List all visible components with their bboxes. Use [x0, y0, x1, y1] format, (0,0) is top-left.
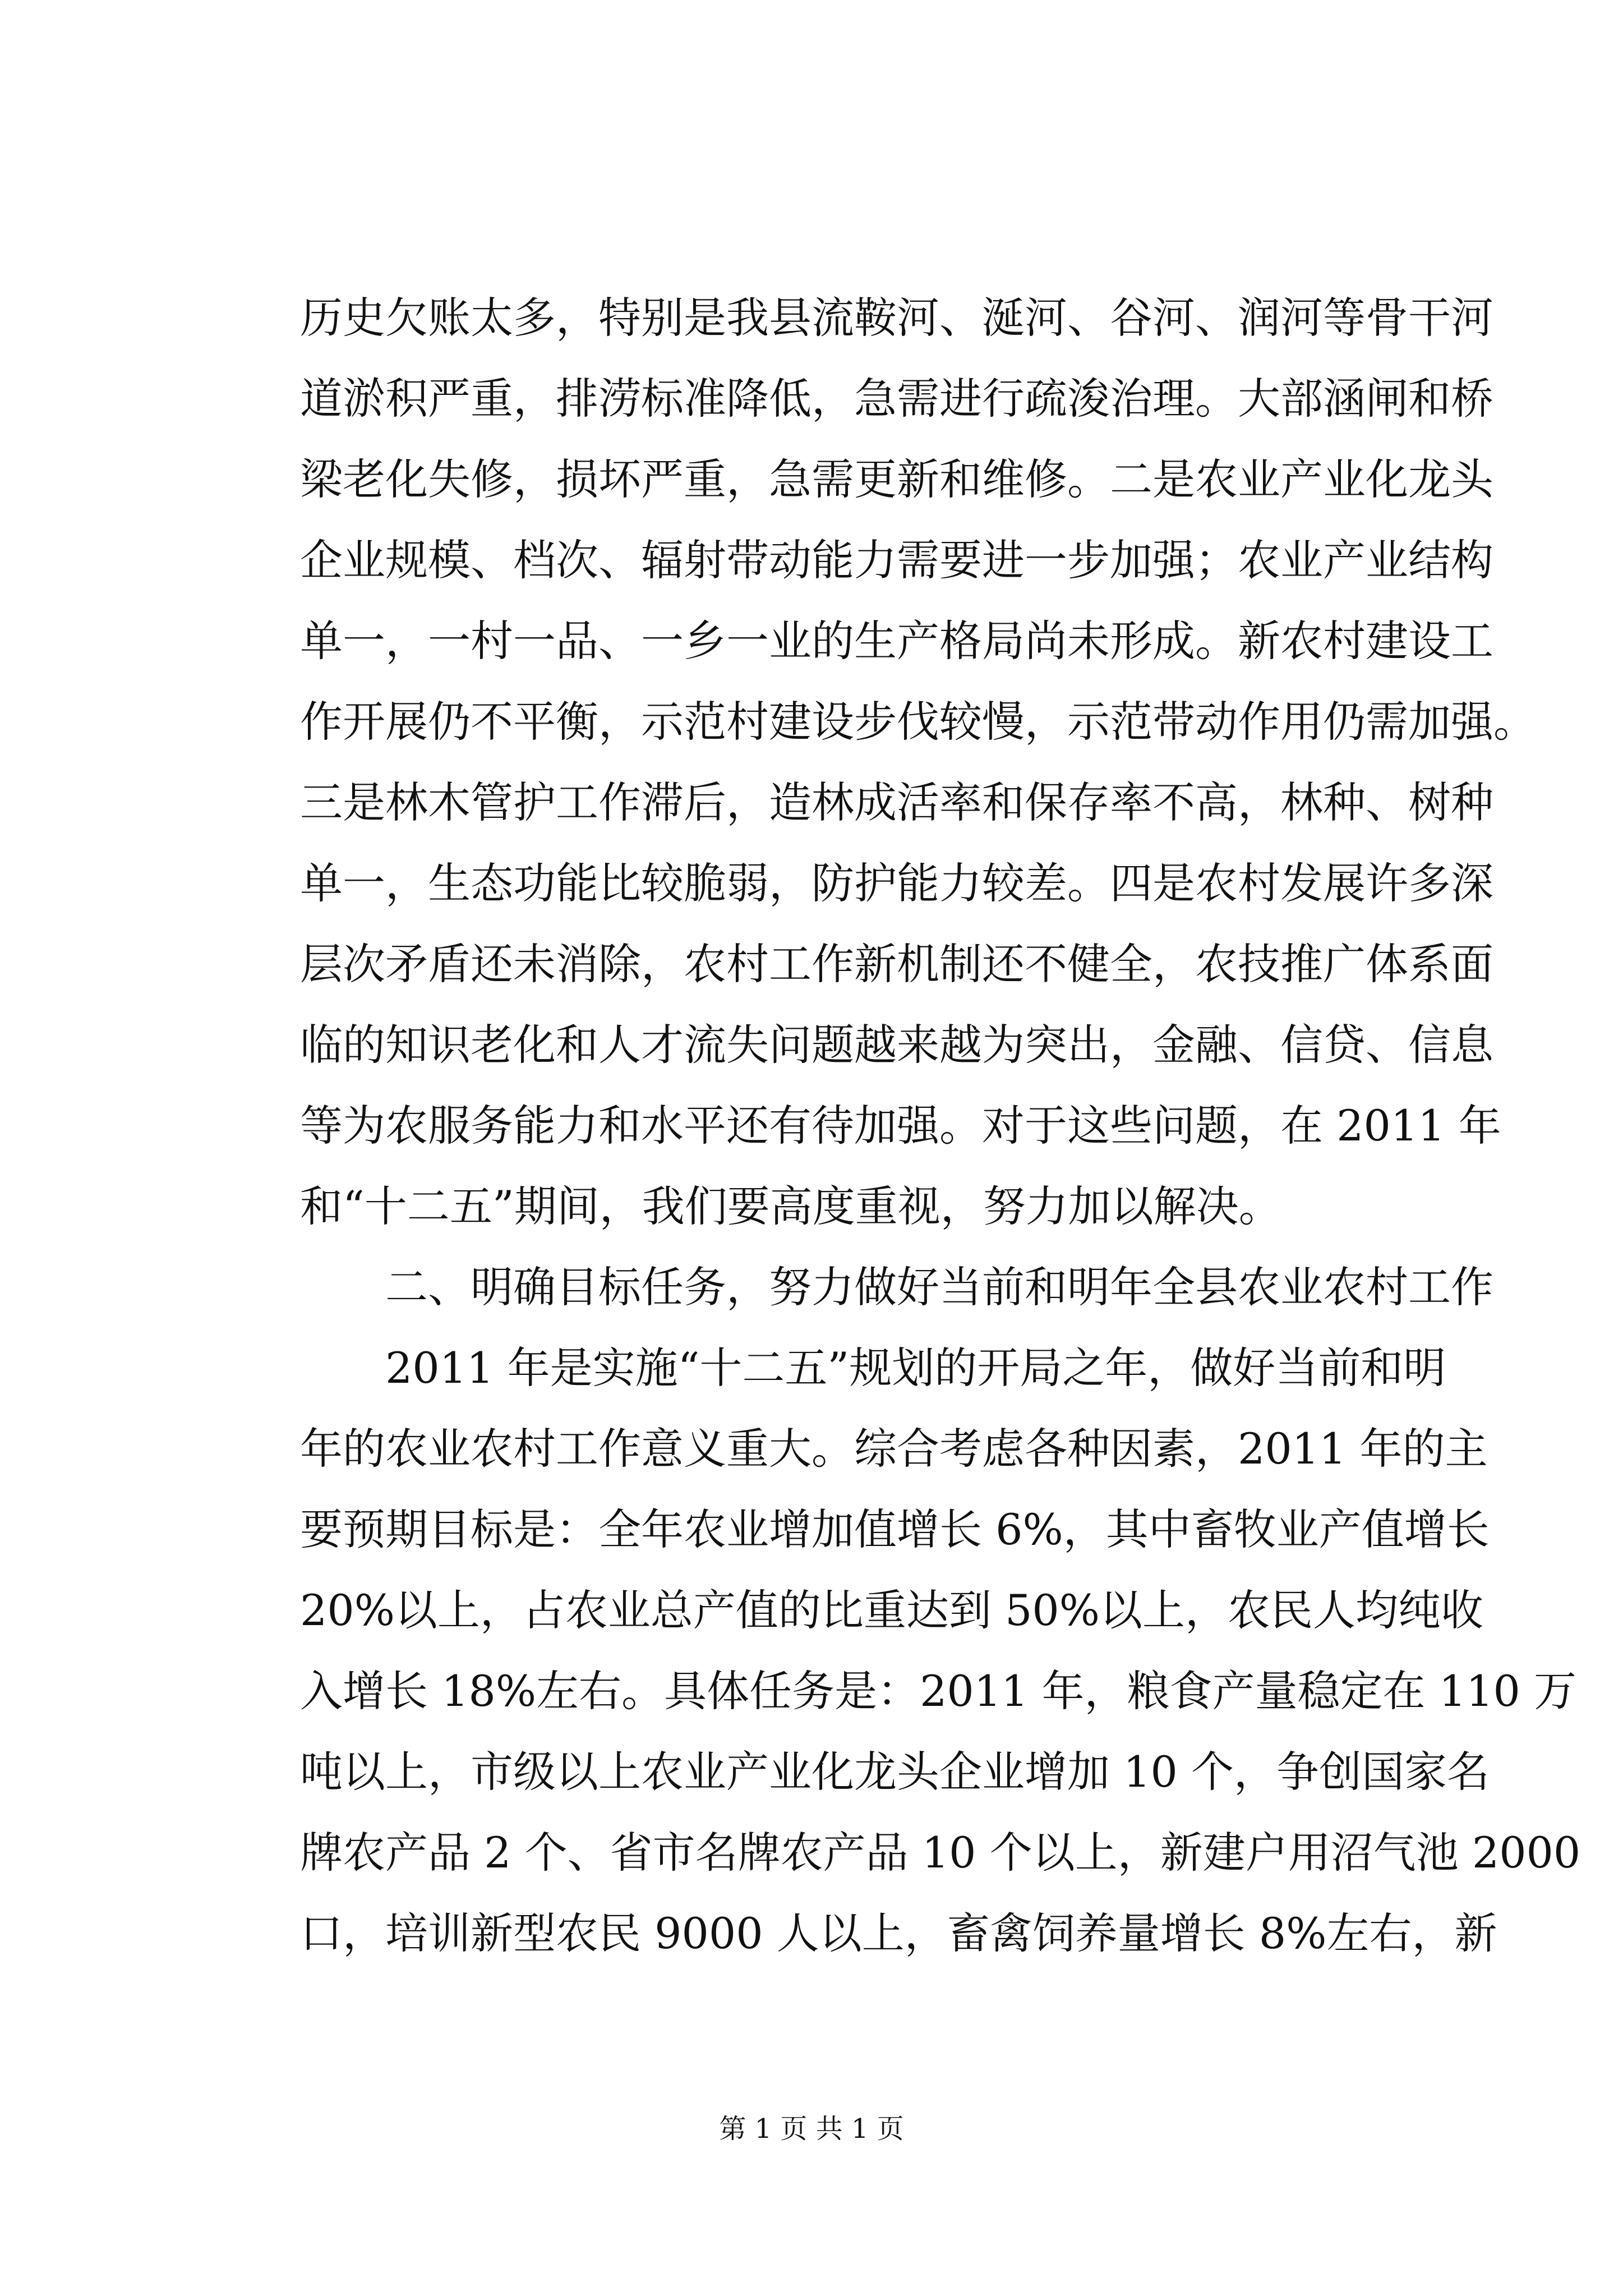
- section-heading: 二、明确目标任务，努力做好当前和明年全县农业农村工作: [300, 1262, 1493, 1312]
- text-line: 单一，生态功能比较脆弱，防护能力较差。四是农村发展许多深: [300, 858, 1493, 908]
- page-number-footer: 第 1 页 共 1 页: [719, 2113, 904, 2145]
- text-line: 等为农服务能力和水平还有待加强。对于这些问题，在 2011 年: [300, 1101, 1501, 1151]
- text-line: 企业规模、档次、辐射带动能力需要进一步加强；农业产业结构: [300, 535, 1493, 585]
- text-line: 20%以上，占农业总产值的比重达到 50%以上，农民人均纯收: [300, 1585, 1484, 1635]
- text-line: 吨以上，市级以上农业产业化龙头企业增加 10 个，争创国家名: [300, 1747, 1490, 1797]
- text-line: 2011 年是实施“十二五”规划的开局之年，做好当前和明: [300, 1343, 1446, 1393]
- text-line: 梁老化失修，损坏严重，急需更新和维修。二是农业产业化龙头: [300, 454, 1493, 504]
- document-body: [300, 278, 1581, 1974]
- text-line: 历史欠账太多，特别是我县流鞍河、涎河、谷河、润河等骨干河: [300, 293, 1493, 343]
- text-line: 入增长 18%左右。具体任务是：2011 年，粮食产量稳定在 110 万: [300, 1666, 1577, 1716]
- text-line: 临的知识老化和人才流失问题越来越为突出，金融、信贷、信息: [300, 1020, 1493, 1070]
- text-line: 道淤积严重，排涝标准降低，急需进行疏浚治理。大部涵闸和桥: [300, 374, 1493, 424]
- text-line: 和“十二五”期间，我们要高度重视，努力加以解决。: [300, 1181, 1281, 1231]
- text-line: 作开展仍不平衡，示范村建设步伐较慢，示范带动作用仍需加强。: [300, 697, 1536, 747]
- text-line: 口，培训新型农民 9000 人以上，畜禽饲养量增长 8%左右，新: [300, 1908, 1497, 1958]
- text-line: 牌农产品 2 个、省市名牌农产品 10 个以上，新建户用沼气池 2000: [300, 1828, 1581, 1878]
- text-line: 层次矛盾还未消除，农村工作新机制还不健全，农技推广体系面: [300, 939, 1493, 989]
- text-line: 三是林木管护工作滞后，造林成活率和保存率不高，林种、树种: [300, 777, 1493, 827]
- text-line: 年的农业农村工作意义重大。综合考虑各种因素，2011 年的主: [300, 1424, 1488, 1474]
- text-line: 要预期目标是：全年农业增加值增长 6%，其中畜牧业产值增长: [300, 1504, 1490, 1554]
- text-line: 单一，一村一品、一乡一业的生产格局尚未形成。新农村建设工: [300, 616, 1493, 666]
